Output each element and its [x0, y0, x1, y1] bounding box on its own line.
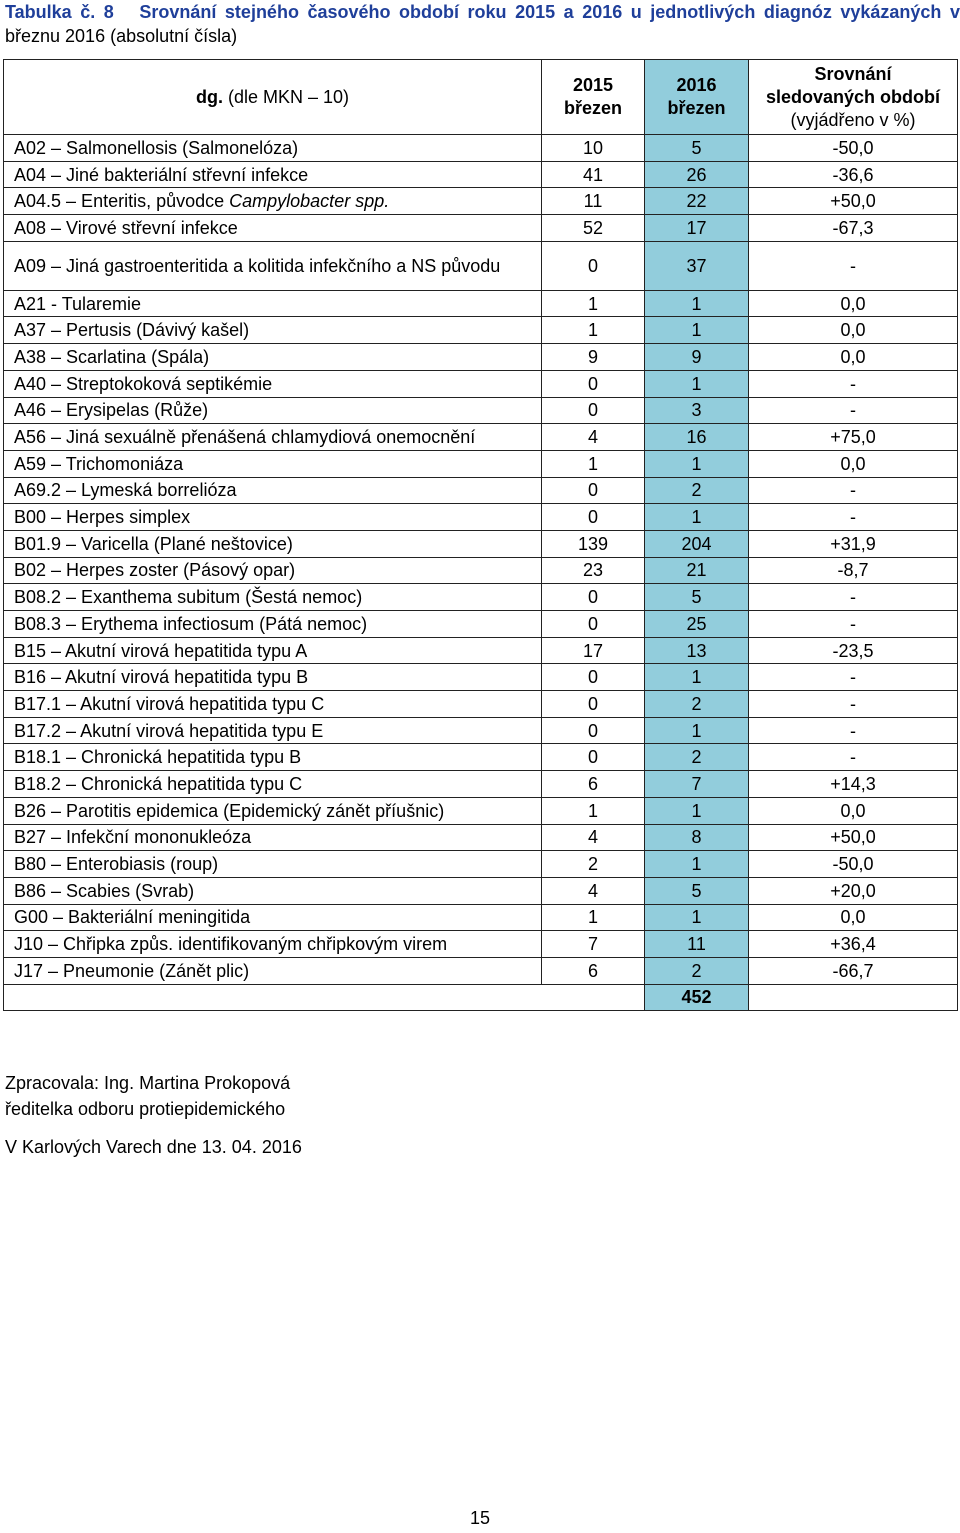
comparison-value: -36,6	[749, 161, 958, 188]
table-row	[4, 450, 958, 477]
diagnosis-code: B18.2	[14, 773, 62, 794]
diagnosis-name: – Virové střevní infekce	[46, 217, 238, 238]
value-2016: 17	[645, 215, 749, 242]
table-row	[4, 637, 958, 664]
table-row	[4, 241, 958, 290]
diagnosis-code: B17.1	[14, 693, 62, 714]
diagnosis-cell	[4, 477, 542, 504]
diagnosis-comparison-table	[3, 59, 958, 1011]
comparison-value: -67,3	[749, 215, 958, 242]
value-2015: 23	[542, 557, 645, 584]
diagnosis-cell	[4, 584, 542, 611]
value-2015: 0	[542, 504, 645, 531]
table-row	[4, 557, 958, 584]
header-2016: 2016 březen	[645, 60, 749, 135]
caption-text-bold: Srovnání stejného časového období roku 2015 a 2016 u jednotlivých diagnóz vykázaných v	[139, 2, 960, 22]
table-row	[4, 877, 958, 904]
diagnosis-cell	[4, 397, 542, 424]
comparison-value: +50,0	[749, 824, 958, 851]
comparison-value: +50,0	[749, 188, 958, 215]
value-2015: 0	[542, 241, 645, 290]
comparison-value: -	[749, 477, 958, 504]
diagnosis-name: – Bakteriální meningitida	[48, 907, 251, 928]
value-2016: 5	[645, 135, 749, 162]
value-2016: 9	[645, 344, 749, 371]
diagnosis-cell	[4, 691, 542, 718]
diagnosis-cell	[4, 824, 542, 851]
diagnosis-cell	[4, 957, 542, 984]
comparison-value: -	[749, 397, 958, 424]
diagnosis-cell	[4, 215, 542, 242]
table-row	[4, 188, 958, 215]
total-2016: 452	[645, 984, 749, 1011]
footer-author: Zpracovala: Ing. Martina Prokopová	[5, 1073, 291, 1093]
value-2016: 7	[645, 771, 749, 798]
diagnosis-code: A09	[14, 255, 47, 276]
diagnosis-name: – Varicella (Plané neštovice)	[61, 533, 293, 554]
table-row	[4, 530, 958, 557]
diagnosis-code: B01.9	[14, 533, 62, 554]
diagnosis-name: – Herpes zoster (Pásový opar)	[46, 560, 296, 581]
table-row	[4, 797, 958, 824]
total-empty-2015	[542, 984, 645, 1011]
diagnosis-name: – Streptokoková septikémie	[46, 373, 273, 394]
caption-label: Tabulka č. 8	[5, 2, 114, 22]
diagnosis-code: A59	[14, 453, 47, 474]
diagnosis-name: – Akutní virová hepatitida typu C	[61, 693, 325, 714]
diagnosis-name: – Jiná gastroenteritida a kolitida infekčního a NS původu	[46, 255, 501, 276]
caption-text-rest: březnu 2016 (absolutní čísla)	[5, 26, 238, 46]
comparison-value: 0,0	[749, 797, 958, 824]
value-2016: 2	[645, 744, 749, 771]
comparison-value: -50,0	[749, 851, 958, 878]
diagnosis-code: B80	[14, 854, 47, 875]
value-2015: 52	[542, 215, 645, 242]
comparison-value: -	[749, 504, 958, 531]
value-2016: 2	[645, 477, 749, 504]
value-2016: 1	[645, 317, 749, 344]
diagnosis-cell	[4, 241, 542, 290]
diagnosis-cell	[4, 188, 542, 215]
diagnosis-name: – Enterobiasis (roup)	[46, 854, 219, 875]
value-2016: 2	[645, 957, 749, 984]
diagnosis-cell	[4, 557, 542, 584]
table-row	[4, 664, 958, 691]
table-row	[4, 161, 958, 188]
value-2016: 13	[645, 637, 749, 664]
comparison-value: 0,0	[749, 290, 958, 317]
diagnosis-code: J17	[14, 960, 44, 981]
total-row	[4, 984, 958, 1011]
table-row	[4, 957, 958, 984]
value-2016: 5	[645, 584, 749, 611]
value-2015: 9	[542, 344, 645, 371]
value-2016: 11	[645, 931, 749, 958]
comparison-value: +14,3	[749, 771, 958, 798]
diagnosis-code: A40	[14, 373, 47, 394]
value-2015: 17	[542, 637, 645, 664]
table-row	[4, 344, 958, 371]
diagnosis-cell	[4, 530, 542, 557]
diagnosis-cell	[4, 664, 542, 691]
diagnosis-name: – Erysipelas (Růže)	[46, 400, 209, 421]
total-empty-comparison	[749, 984, 958, 1011]
table-row	[4, 215, 958, 242]
diagnosis-cell	[4, 424, 542, 451]
comparison-value: +31,9	[749, 530, 958, 557]
total-empty	[4, 984, 542, 1011]
value-2015: 0	[542, 744, 645, 771]
diagnosis-code: A04.5	[14, 191, 62, 212]
diagnosis-cell	[4, 317, 542, 344]
diagnosis-cell	[4, 370, 542, 397]
value-2016: 25	[645, 611, 749, 638]
comparison-value: -	[749, 241, 958, 290]
diagnosis-code: A46	[14, 400, 47, 421]
diagnosis-name: – Erythema infectiosum (Pátá nemoc)	[61, 613, 368, 634]
diagnosis-code: B27	[14, 827, 47, 848]
value-2015: 139	[542, 530, 645, 557]
value-2015: 7	[542, 931, 645, 958]
diagnosis-code: A37	[14, 320, 47, 341]
value-2015: 1	[542, 797, 645, 824]
footer-role: ředitelka odboru protiepidemického	[5, 1099, 286, 1119]
diagnosis-code: B00	[14, 507, 47, 528]
value-2016: 1	[645, 797, 749, 824]
diagnosis-code: B15	[14, 640, 47, 661]
diagnosis-code: B86	[14, 880, 47, 901]
diagnosis-cell	[4, 135, 542, 162]
value-2016: 16	[645, 424, 749, 451]
diagnosis-name: – Pertusis (Dávivý kašel)	[46, 320, 250, 341]
comparison-value: +36,4	[749, 931, 958, 958]
value-2015: 6	[542, 957, 645, 984]
value-2016: 1	[645, 717, 749, 744]
value-2016: 8	[645, 824, 749, 851]
diagnosis-code: A69.2	[14, 480, 62, 501]
table-row	[4, 424, 958, 451]
diagnosis-cell	[4, 931, 542, 958]
value-2016: 1	[645, 370, 749, 397]
value-2016: 37	[645, 241, 749, 290]
comparison-value: -66,7	[749, 957, 958, 984]
value-2016: 3	[645, 397, 749, 424]
diagnosis-cell	[4, 771, 542, 798]
value-2016: 2	[645, 691, 749, 718]
diagnosis-name: - Tularemie	[46, 293, 142, 314]
diagnosis-cell	[4, 744, 542, 771]
diagnosis-name: – Jiné bakteriální střevní infekce	[46, 164, 309, 185]
comparison-value: -8,7	[749, 557, 958, 584]
comparison-value: 0,0	[749, 450, 958, 477]
diagnosis-name: – Chronická hepatitida typu C	[61, 773, 303, 794]
value-2016: 21	[645, 557, 749, 584]
diagnosis-cell	[4, 504, 542, 531]
value-2015: 2	[542, 851, 645, 878]
value-2016: 1	[645, 904, 749, 931]
diagnosis-code: J10	[14, 934, 44, 955]
diagnosis-code: B08.2	[14, 587, 62, 608]
header-comparison: Srovnání sledovaných období (vyjádřeno v %)	[749, 60, 958, 135]
comparison-value: -	[749, 584, 958, 611]
comparison-value: -	[749, 370, 958, 397]
diagnosis-code: A38	[14, 346, 47, 367]
value-2015: 1	[542, 317, 645, 344]
diagnosis-name: – Scabies (Svrab)	[46, 880, 195, 901]
diagnosis-cell	[4, 161, 542, 188]
table-row	[4, 584, 958, 611]
diagnosis-name: – Chřipka způs. identifikovaným chřipkovým virem	[43, 934, 448, 955]
comparison-value: +20,0	[749, 877, 958, 904]
diagnosis-code: A02	[14, 137, 47, 158]
diagnosis-code: B02	[14, 560, 47, 581]
diagnosis-name: – Pneumonie (Zánět plic)	[43, 960, 250, 981]
table-row	[4, 771, 958, 798]
table-row	[4, 717, 958, 744]
diagnosis-code: B18.1	[14, 747, 62, 768]
value-2015: 6	[542, 771, 645, 798]
value-2015: 1	[542, 290, 645, 317]
diagnosis-cell	[4, 637, 542, 664]
diagnosis-name: – Herpes simplex	[46, 507, 191, 528]
table-row	[4, 931, 958, 958]
table-row	[4, 317, 958, 344]
value-2015: 0	[542, 370, 645, 397]
diagnosis-code: G00	[14, 907, 49, 928]
comparison-value: +75,0	[749, 424, 958, 451]
table-caption	[5, 0, 960, 48]
value-2016: 204	[645, 530, 749, 557]
table-row	[4, 477, 958, 504]
diagnosis-cell	[4, 611, 542, 638]
diagnosis-code: A21	[14, 293, 47, 314]
value-2015: 11	[542, 188, 645, 215]
value-2015: 4	[542, 877, 645, 904]
comparison-value: -23,5	[749, 637, 958, 664]
value-2016: 1	[645, 851, 749, 878]
value-2016: 1	[645, 290, 749, 317]
value-2015: 1	[542, 450, 645, 477]
footer-date: V Karlových Varech dne 13. 04. 2016	[5, 1137, 302, 1157]
header-diagnosis: dg. (dle MKN – 10)	[4, 60, 542, 135]
diagnosis-code: A08	[14, 217, 47, 238]
value-2015: 0	[542, 477, 645, 504]
table-row	[4, 851, 958, 878]
diagnosis-name: – Infekční mononukleóza	[46, 827, 252, 848]
diagnosis-name-italic: Campylobacter spp.	[229, 191, 390, 212]
table-row	[4, 504, 958, 531]
comparison-value: -	[749, 744, 958, 771]
diagnosis-name: – Lymeská borrelióza	[61, 480, 237, 501]
diagnosis-code: B08.3	[14, 613, 62, 634]
value-2016: 1	[645, 504, 749, 531]
table-row	[4, 611, 958, 638]
diagnosis-name: – Salmonellosis (Salmonelóza)	[46, 137, 299, 158]
table-row	[4, 691, 958, 718]
diagnosis-cell	[4, 290, 542, 317]
diagnosis-code: A56	[14, 427, 47, 448]
comparison-value: -	[749, 717, 958, 744]
value-2016: 1	[645, 664, 749, 691]
diagnosis-code: B26	[14, 800, 47, 821]
comparison-value: -	[749, 664, 958, 691]
diagnosis-name: – Enteritis, původce	[61, 191, 230, 212]
value-2016: 26	[645, 161, 749, 188]
value-2015: 0	[542, 664, 645, 691]
diagnosis-cell	[4, 717, 542, 744]
value-2016: 5	[645, 877, 749, 904]
diagnosis-name: – Akutní virová hepatitida typu A	[46, 640, 308, 661]
value-2015: 0	[542, 691, 645, 718]
header-row	[4, 60, 958, 135]
diagnosis-code: A04	[14, 164, 47, 185]
diagnosis-cell	[4, 450, 542, 477]
diagnosis-name: – Chronická hepatitida typu B	[61, 747, 302, 768]
value-2015: 1	[542, 904, 645, 931]
comparison-value: 0,0	[749, 317, 958, 344]
diagnosis-name: – Exanthema subitum (Šestá nemoc)	[61, 587, 363, 608]
table-row	[4, 904, 958, 931]
value-2015: 10	[542, 135, 645, 162]
diagnosis-cell	[4, 851, 542, 878]
diagnosis-name: – Trichomoniáza	[46, 453, 184, 474]
table-row	[4, 744, 958, 771]
comparison-value: 0,0	[749, 344, 958, 371]
comparison-value: -	[749, 691, 958, 718]
value-2016: 22	[645, 188, 749, 215]
diagnosis-code: B16	[14, 667, 47, 688]
table-row	[4, 824, 958, 851]
value-2015: 41	[542, 161, 645, 188]
diagnosis-name: – Scarlatina (Spála)	[46, 346, 210, 367]
table-row	[4, 370, 958, 397]
value-2015: 4	[542, 424, 645, 451]
value-2015: 0	[542, 611, 645, 638]
diagnosis-cell	[4, 904, 542, 931]
value-2015: 0	[542, 397, 645, 424]
comparison-value: -50,0	[749, 135, 958, 162]
diagnosis-name: – Jiná sexuálně přenášená chlamydiová onemocnění	[46, 427, 476, 448]
diagnosis-cell	[4, 344, 542, 371]
table-row	[4, 397, 958, 424]
diagnosis-name: – Akutní virová hepatitida typu B	[46, 667, 309, 688]
header-2015: 2015 březen	[542, 60, 645, 135]
diagnosis-name: – Parotitis epidemica (Epidemický zánět příušnic)	[46, 800, 445, 821]
value-2016: 1	[645, 450, 749, 477]
comparison-value: -	[749, 611, 958, 638]
value-2015: 0	[542, 584, 645, 611]
comparison-value: 0,0	[749, 904, 958, 931]
value-2015: 4	[542, 824, 645, 851]
diagnosis-cell	[4, 797, 542, 824]
value-2015: 0	[542, 717, 645, 744]
diagnosis-cell	[4, 877, 542, 904]
table-row	[4, 290, 958, 317]
diagnosis-name: – Akutní virová hepatitida typu E	[61, 720, 324, 741]
diagnosis-code: B17.2	[14, 720, 62, 741]
page-number: 15	[469, 1508, 491, 1528]
table-row	[4, 135, 958, 162]
